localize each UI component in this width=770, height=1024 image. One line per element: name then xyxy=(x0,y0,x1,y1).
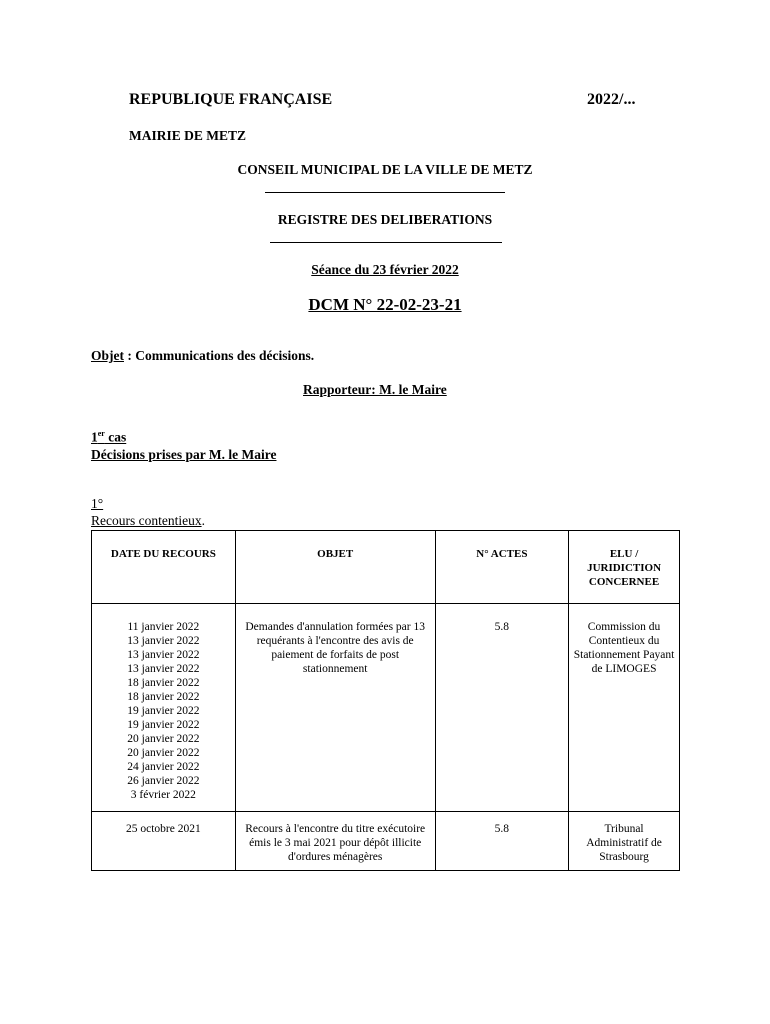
header-juridiction: ELU / JURIDICTION CONCERNEE xyxy=(569,531,680,604)
date-line: 11 janvier 2022 xyxy=(127,621,200,633)
republic-heading: REPUBLIQUE FRANÇAISE xyxy=(129,91,333,108)
date-line: 13 janvier 2022 xyxy=(127,635,200,647)
objet-line xyxy=(91,348,314,364)
register-divider xyxy=(270,242,502,243)
mairie-heading: MAIRIE DE METZ xyxy=(129,128,247,143)
objet-text: : Communications des décisions. xyxy=(124,348,315,363)
date-line: 18 janvier 2022 xyxy=(127,691,200,703)
date-line: 26 janvier 2022 xyxy=(127,775,200,787)
dcm-number: DCM N° 22-02-23-21 xyxy=(308,295,462,314)
session-date: Séance du 23 février 2022 xyxy=(311,262,459,277)
row1-actes: 5.8 xyxy=(435,604,568,812)
table-row xyxy=(92,812,680,871)
date-line: 13 janvier 2022 xyxy=(127,663,200,675)
case-word: cas xyxy=(104,429,127,445)
subsection-title: Recours contentieux xyxy=(91,513,202,528)
date-line: 3 février 2022 xyxy=(130,789,196,801)
table-row xyxy=(92,604,680,812)
row1-dates xyxy=(92,604,236,812)
date-line: 18 janvier 2022 xyxy=(127,677,200,689)
decisions-table xyxy=(91,530,680,871)
section-title: Décisions prises par M. le Maire xyxy=(91,447,277,462)
register-heading: REGISTRE DES DELIBERATIONS xyxy=(277,212,493,227)
case-number: 1 xyxy=(91,429,98,445)
header-actes: N° ACTES xyxy=(435,531,568,604)
date-line: 19 janvier 2022 xyxy=(127,705,200,717)
row2-objet: Recours à l'encontre du titre exécutoire émis le 3 mai 2021 pour dépôt illicite d'ordures ménagères xyxy=(235,812,435,871)
subsection-number: 1° xyxy=(91,496,104,511)
date-line: 20 janvier 2022 xyxy=(127,747,200,759)
date-line: 20 janvier 2022 xyxy=(127,733,200,745)
council-divider xyxy=(265,192,505,193)
header-objet: OBJET xyxy=(235,531,435,604)
row2-dates xyxy=(92,812,236,871)
row1-objet: Demandes d'annulation formées par 13 requérants à l'encontre des avis de paiement de forfaits de post stationnement xyxy=(235,604,435,812)
subsection-period: . xyxy=(201,513,205,528)
date-line: 24 janvier 2022 xyxy=(127,761,200,773)
table-header-row xyxy=(92,531,680,604)
row2-juridiction: Tribunal Administratif de Strasbourg xyxy=(569,812,680,871)
date-line: 25 octobre 2021 xyxy=(126,823,201,835)
case-heading xyxy=(91,429,126,446)
subsection-heading xyxy=(91,513,205,529)
date-line: 19 janvier 2022 xyxy=(127,719,200,731)
case-superscript: er xyxy=(97,429,105,438)
rapporteur: Rapporteur: M. le Maire xyxy=(303,382,447,397)
row2-actes: 5.8 xyxy=(435,812,568,871)
row1-juridiction: Commission du Contentieux du Stationnement Payant de LIMOGES xyxy=(569,604,680,812)
header-date: DATE DU RECOURS xyxy=(92,531,236,604)
objet-label: Objet xyxy=(91,348,124,363)
year-reference: 2022/... xyxy=(587,91,636,108)
date-line: 13 janvier 2022 xyxy=(127,649,200,661)
council-heading: CONSEIL MUNICIPAL DE LA VILLE DE METZ xyxy=(237,162,533,177)
